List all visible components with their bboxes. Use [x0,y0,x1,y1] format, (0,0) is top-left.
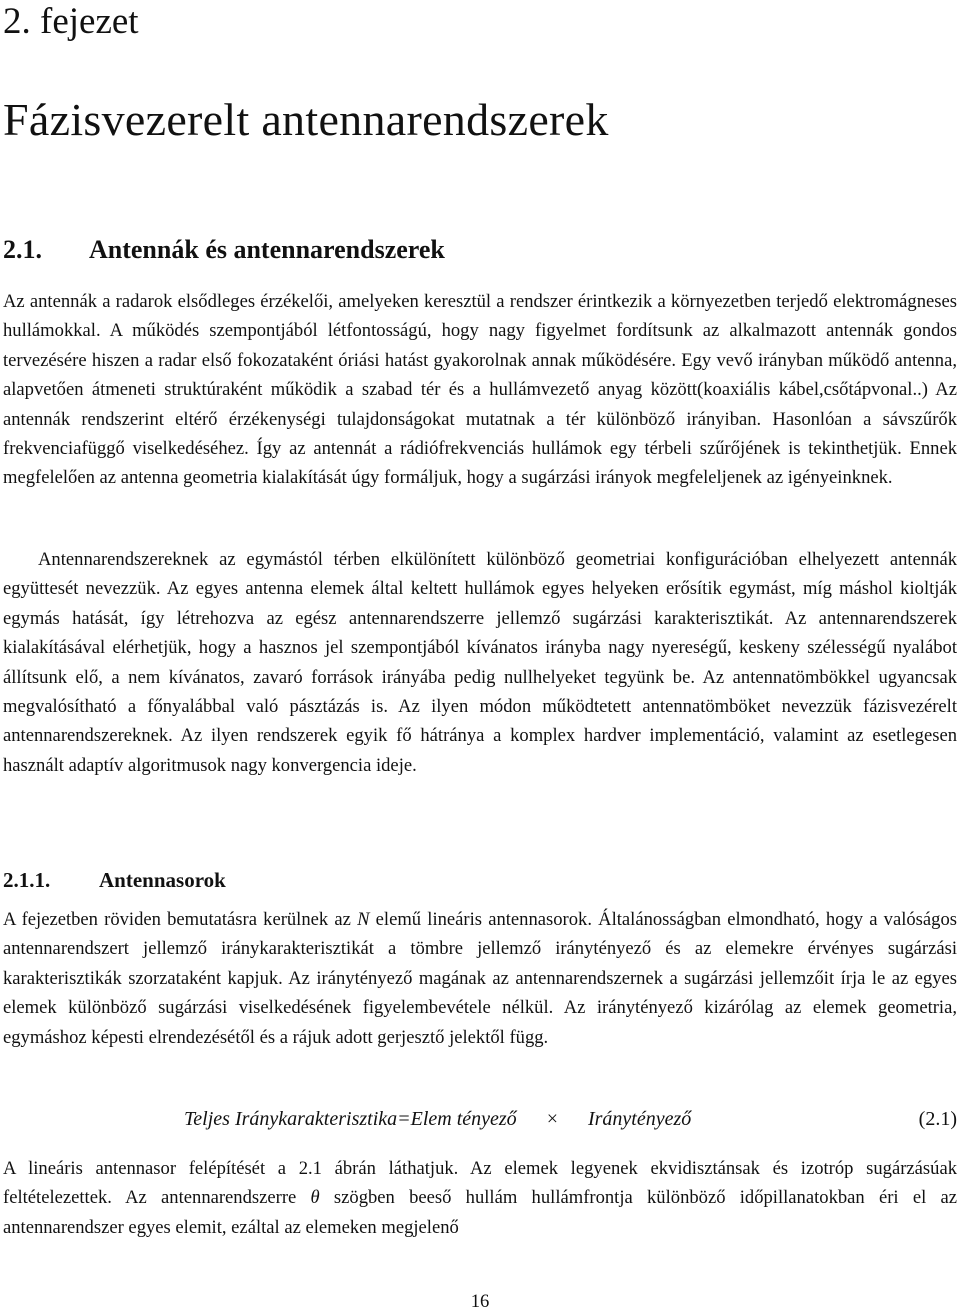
paragraph-text: szögben beeső hullám hullámfrontja különböző időpillanatokban éri el az antennarendszer egyes elemit, ezáltal az elemeken megjelenő [3,1187,957,1238]
paragraph-antennas-intro: Az antennák a radarok elsődleges érzékelői, amelyeken keresztül a rendszer érintkezik a környezetben terjedő elektromágneses hullámokkal. A működés szempontjából létfontosságú, hogy nagy figyelmet fordítsunk az alkalmazott antennák gondos tervezésére hiszen a radar első fokozataként óriási hatást gyakorolnak annak működésére. Egy vevő irányban működő antenna, alapvetően átmeneti struktúraként működik a szabad tér és a hullámvezető anyag között(koaxiális kábel,csőtápvonal..) Az antennák rendszerint eltérő érzékenységi tulajdonságokat mutatnak a tér különböző irányiban. Hasonlóan a sávszűrők frekvenciafüggő viselkedéséhez. Így az antennát a rádiófrekvenciás hullámok egy térbeli szűrőjének is tekinthetjük. Ennek megfelelően az antenna geometria kialakítását úgy formáljuk, hogy a sugárzási irányok megfeleljenek az igényeinknek. [3,291,957,489]
section-title: Antennák és antennarendszerek [89,235,445,264]
math-variable-theta: θ [310,1187,320,1209]
equation-number: (2.1) [918,1108,957,1130]
paragraph-antenna-arrays: Antennarendszereknek az egymástól térben elkülönített különböző geometriai konfigurációban elhelyezett antennák együttesét nevezzük. Az egyes antenna elemek által keltett hullámok egyes helyeken erősítik egymást, míg máshol kioltják egymás hatását, így létrehozva az egész antennarendszerre jellemző sugárzási karakterisztikát. Az antennarendszerek kialakításával elérhetjük, hogy a hasznos jel szempontjából kívánatos irányba nagy nyereségű, keskeny szélességű nyalábot állítsunk elő, a nem kívánatos, zavaró források irányába pedig nullhelyeket tegyünk be. Az antennatömbökkel ugyancsak megvalósítható a főnyalábbal való pásztázás is. Az ilyen módon működtetett antennatömböket nevezzük fázisvezérelt antennarendszereknek. Az ilyen rendszerek egyik fő hátránya a komplex hardver implementáció, valamint az esetlegesen használt adaptív algoritmusok nagy konvergencia ideje. [3,549,957,776]
subsection-heading [3,864,226,896]
math-variable-n: N [357,909,370,930]
times-operator: × [546,1108,558,1130]
paragraph-array-structure [3,1154,957,1242]
equation-2-1 [3,1103,957,1135]
section-number: 2.1. [3,235,42,264]
paragraph-linear-arrays [3,905,957,1052]
equation-right: Iránytényező [587,1108,692,1130]
page-number: 16 [470,1291,490,1312]
equation-body [184,1103,691,1135]
equation-left: Teljes Iránykarakterisztika=Elem tényező [184,1108,517,1130]
chapter-label: 2. fejezet [3,1,139,42]
paragraph-text: A lineáris antennasor felépítését a 2.1 ábrán láthatjuk. Az elemek legyenek ekvidisztánsak és izotróp sugárzásúak feltételezettek. Az antennarendszerre [3,1158,957,1209]
chapter-title: Fázisvezerelt antennarendszerek [3,94,609,145]
paragraph-text: elemű lineáris antennasorok. Általánosságban elmondható, hogy a valóságos antennarendszert jellemző iránykarakterisztikát a tömbre jellemző iránytényező és az elemekre érvényes sugárzási karakterisztikák szorzataként kapjuk. Az iránytényező magának az antennarendszernek a sugárzási jellemzőit írja le az egyes elemek különböző sugárzási viselkedésének figyelembevétele nélkül. Az iránytényező kizárólag az elemek geometria, egymáshoz képesti elrendezésétől és a rájuk adott gerjesztő jelektől függ. [3,909,957,1048]
section-heading [3,232,445,268]
subsection-number: 2.1.1. [3,868,51,892]
subsection-title: Antennasorok [99,868,226,892]
paragraph-text: A fejezetben röviden bemutatásra kerülnek az [3,909,358,930]
